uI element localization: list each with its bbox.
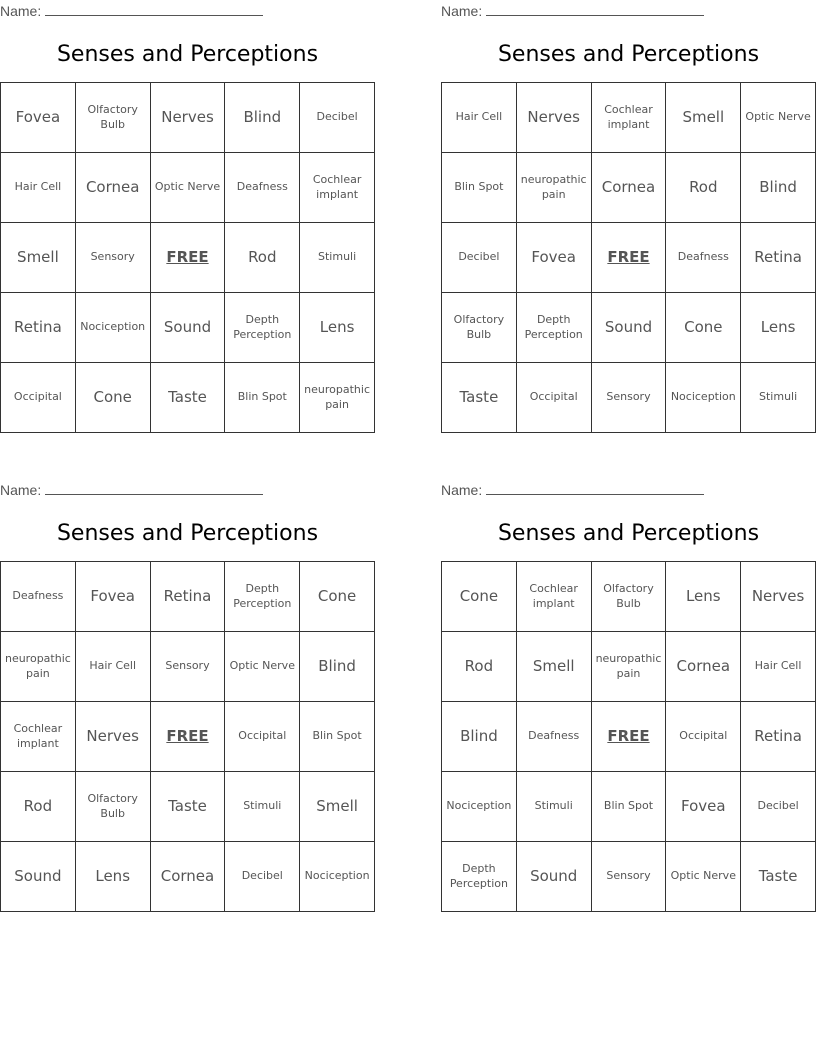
bingo-cell: Depth Perception (225, 562, 300, 632)
grid-row (1, 772, 375, 842)
bingo-cell: Blin Spot (225, 363, 300, 433)
bingo-cell: Retina (741, 702, 816, 772)
bingo-cell: Deafness (666, 223, 741, 293)
grid-row (442, 153, 816, 223)
bingo-cell: Nerves (741, 562, 816, 632)
bingo-cell: Stimuli (300, 223, 375, 293)
name-line (441, 2, 704, 20)
grid-row (1, 83, 375, 153)
bingo-cell: Occipital (225, 702, 300, 772)
bingo-cell: Smell (300, 772, 375, 842)
bingo-cell: Sensory (591, 363, 666, 433)
bingo-cell: Lens (666, 562, 741, 632)
bingo-cell: Blin Spot (591, 772, 666, 842)
grid-row (1, 153, 375, 223)
bingo-cell: Nerves (516, 83, 591, 153)
bingo-cell: Sound (150, 293, 225, 363)
bingo-cell: Fovea (1, 83, 76, 153)
bingo-cell: Olfactory Bulb (591, 562, 666, 632)
bingo-cell: neuropathic pain (591, 632, 666, 702)
bingo-cell: Decibel (741, 772, 816, 842)
name-line (0, 481, 263, 499)
bingo-cell: Stimuli (516, 772, 591, 842)
bingo-cell: Deafness (516, 702, 591, 772)
free-space: FREE (150, 702, 225, 772)
bingo-cell: Sensory (75, 223, 150, 293)
name-label: Name: (441, 482, 483, 498)
bingo-cell: neuropathic pain (300, 363, 375, 433)
free-space: FREE (591, 223, 666, 293)
bingo-cell: Smell (666, 83, 741, 153)
bingo-cell: Stimuli (225, 772, 300, 842)
bingo-cell: Fovea (516, 223, 591, 293)
bingo-cell: Occipital (1, 363, 76, 433)
card-title: Senses and Perceptions (56, 521, 319, 546)
bingo-cell: Smell (1, 223, 76, 293)
bingo-card-2 (441, 0, 816, 450)
grid-row (442, 772, 816, 842)
grid-row (1, 293, 375, 363)
bingo-grid (0, 82, 375, 433)
bingo-cell: Sound (591, 293, 666, 363)
bingo-cell: Blind (442, 702, 517, 772)
name-blank (486, 2, 704, 16)
grid-row (442, 223, 816, 293)
name-label: Name: (0, 482, 42, 498)
bingo-cell: Rod (1, 772, 76, 842)
free-space: FREE (150, 223, 225, 293)
grid-row (442, 702, 816, 772)
bingo-card-1 (0, 0, 375, 450)
bingo-cell: Sensory (150, 632, 225, 702)
bingo-cell: Cornea (75, 153, 150, 223)
bingo-cell: Rod (225, 223, 300, 293)
bingo-cell: Olfactory Bulb (75, 772, 150, 842)
bingo-cell: Occipital (666, 702, 741, 772)
grid-row (1, 363, 375, 433)
bingo-cell: Cochlear implant (591, 83, 666, 153)
bingo-cell: Optic Nerve (150, 153, 225, 223)
bingo-cell: neuropathic pain (516, 153, 591, 223)
bingo-cell: Sensory (591, 842, 666, 912)
grid-row (442, 842, 816, 912)
bingo-cell: Olfactory Bulb (442, 293, 517, 363)
bingo-cell: Hair Cell (442, 83, 517, 153)
bingo-cell: Lens (300, 293, 375, 363)
bingo-cell: Blind (300, 632, 375, 702)
bingo-grid (0, 561, 375, 912)
bingo-cell: Cornea (150, 842, 225, 912)
bingo-cell: Cone (666, 293, 741, 363)
bingo-cell: Stimuli (741, 363, 816, 433)
bingo-cell: Depth Perception (516, 293, 591, 363)
bingo-cell: Cone (75, 363, 150, 433)
grid-row (1, 842, 375, 912)
name-blank (486, 481, 704, 495)
name-blank (45, 481, 263, 495)
bingo-cell: Decibel (442, 223, 517, 293)
bingo-cell: Occipital (516, 363, 591, 433)
bingo-cell: Hair Cell (75, 632, 150, 702)
bingo-cell: Retina (150, 562, 225, 632)
bingo-cell: Cornea (666, 632, 741, 702)
bingo-cell: Optic Nerve (666, 842, 741, 912)
bingo-cell: Smell (516, 632, 591, 702)
grid-row (442, 363, 816, 433)
bingo-cell: Nerves (150, 83, 225, 153)
bingo-card-4 (441, 479, 816, 929)
bingo-cell: Optic Nerve (225, 632, 300, 702)
bingo-grid (441, 82, 816, 433)
bingo-cell: Cochlear implant (1, 702, 76, 772)
bingo-cell: Cone (300, 562, 375, 632)
bingo-cell: Retina (741, 223, 816, 293)
grid-row (442, 562, 816, 632)
card-title: Senses and Perceptions (497, 521, 760, 546)
bingo-cell: Deafness (1, 562, 76, 632)
bingo-cell: Blin Spot (442, 153, 517, 223)
bingo-cell: Blin Spot (300, 702, 375, 772)
name-label: Name: (441, 3, 483, 19)
bingo-cell: Blind (225, 83, 300, 153)
bingo-grid (441, 561, 816, 912)
bingo-cell: Taste (150, 363, 225, 433)
bingo-cell: Fovea (75, 562, 150, 632)
name-label: Name: (0, 3, 42, 19)
name-blank (45, 2, 263, 16)
bingo-cell: Lens (75, 842, 150, 912)
bingo-cell: Decibel (300, 83, 375, 153)
bingo-cell: Nociception (442, 772, 517, 842)
bingo-cell: Cornea (591, 153, 666, 223)
grid-row (1, 632, 375, 702)
bingo-cell: Taste (150, 772, 225, 842)
bingo-cell: Nociception (300, 842, 375, 912)
bingo-cell: Sound (516, 842, 591, 912)
bingo-cell: Taste (741, 842, 816, 912)
bingo-cell: Nociception (666, 363, 741, 433)
bingo-cell: Depth Perception (442, 842, 517, 912)
grid-row (1, 223, 375, 293)
bingo-cell: Deafness (225, 153, 300, 223)
grid-row (442, 83, 816, 153)
card-title: Senses and Perceptions (497, 42, 760, 67)
bingo-card-3 (0, 479, 375, 929)
bingo-cell: Rod (666, 153, 741, 223)
bingo-cell: Olfactory Bulb (75, 83, 150, 153)
bingo-cell: Fovea (666, 772, 741, 842)
bingo-cell: Retina (1, 293, 76, 363)
bingo-cell: Blind (741, 153, 816, 223)
bingo-cell: Cochlear implant (300, 153, 375, 223)
bingo-cell: Lens (741, 293, 816, 363)
grid-row (442, 632, 816, 702)
bingo-cell: Depth Perception (225, 293, 300, 363)
bingo-cell: Hair Cell (741, 632, 816, 702)
bingo-cell: Rod (442, 632, 517, 702)
bingo-cell: neuropathic pain (1, 632, 76, 702)
bingo-cell: Nerves (75, 702, 150, 772)
bingo-cell: Nociception (75, 293, 150, 363)
grid-row (1, 702, 375, 772)
bingo-cell: Taste (442, 363, 517, 433)
card-title: Senses and Perceptions (56, 42, 319, 67)
name-line (0, 2, 263, 20)
bingo-cell: Hair Cell (1, 153, 76, 223)
grid-row (442, 293, 816, 363)
bingo-cell: Sound (1, 842, 76, 912)
free-space: FREE (591, 702, 666, 772)
grid-row (1, 562, 375, 632)
bingo-cell: Cone (442, 562, 517, 632)
bingo-cell: Cochlear implant (516, 562, 591, 632)
name-line (441, 481, 704, 499)
bingo-cell: Decibel (225, 842, 300, 912)
bingo-cell: Optic Nerve (741, 83, 816, 153)
